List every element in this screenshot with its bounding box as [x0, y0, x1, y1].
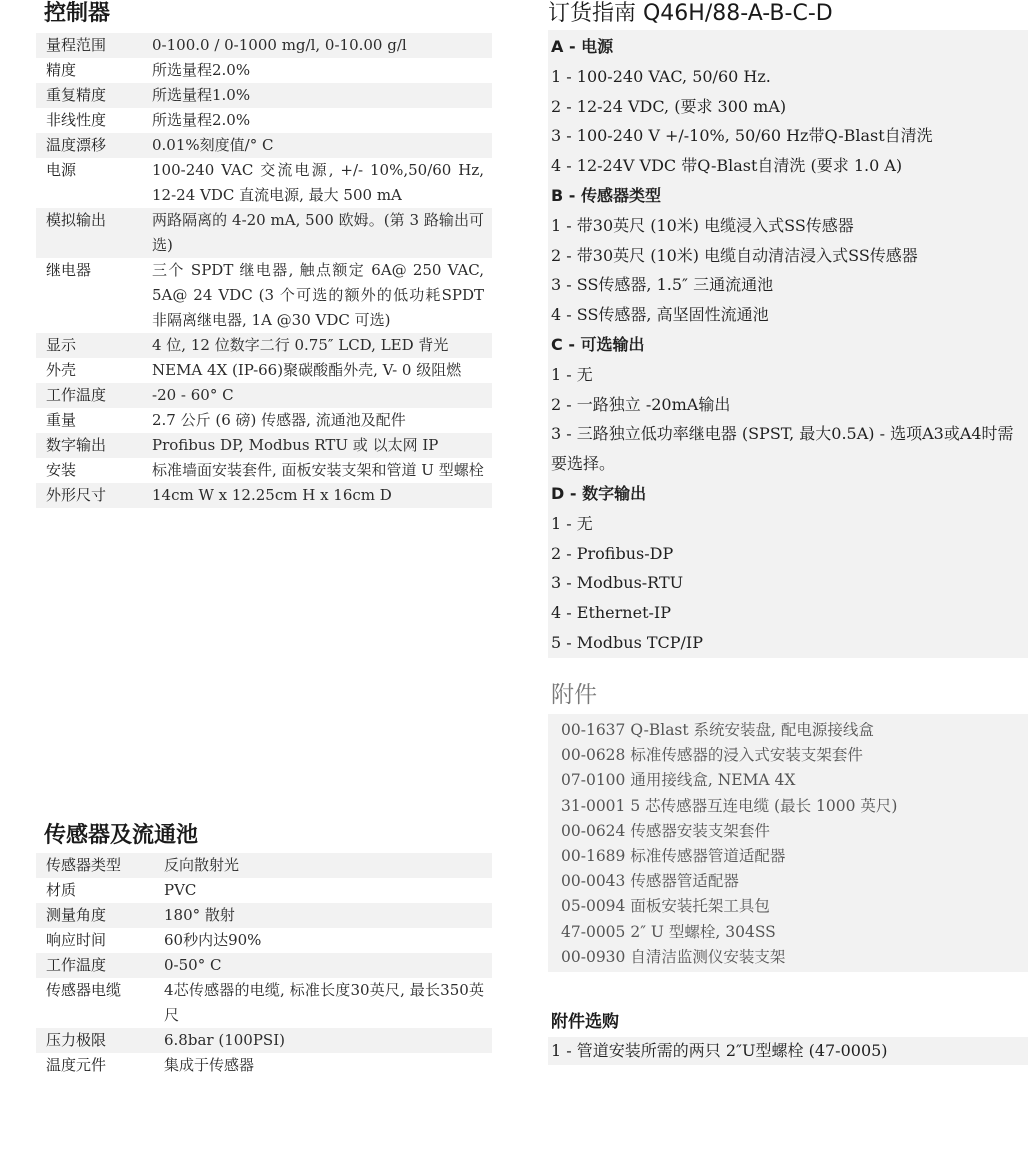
accessory-item: 07-0100 通用接线盒, NEMA 4X	[561, 771, 796, 790]
spec-label: 显示	[36, 333, 142, 358]
spec-value: 6.8bar (100PSI)	[154, 1028, 492, 1053]
spec-value: 三个 SPDT 继电器, 触点额定 6A@ 250 VAC, 5A@ 24 VDC (3 个可选的额外的低功耗SPDT 非隔离继电器, 1A @30 VDC 可选)	[152, 261, 484, 329]
order-option: 1 - 无	[551, 364, 593, 384]
accessory-item: 00-0930 自清洁监测仪安装支架	[561, 947, 786, 966]
order-option: 1 - 带30英尺 (10米) 电缆浸入式SS传感器	[551, 215, 854, 235]
order-option: 4 - 12-24V VDC 带Q-Blast自清洗 (要求 1.0 A)	[551, 156, 903, 176]
order-option: 3 - SS传感器, 1.5″ 三通流通池	[551, 275, 774, 295]
spec-row	[36, 928, 492, 953]
spec-value: 2.7 公斤 (6 磅) 传感器, 流通池及配件	[152, 411, 406, 429]
spec-value: PVC	[164, 881, 197, 899]
accessory-item: 31-0001 5 芯传感器互连电缆 (最长 1000 英尺)	[561, 796, 898, 815]
spec-value: 标准墙面安装套件, 面板安装支架和管道 U 型螺栓	[152, 461, 484, 479]
spec-value: NEMA 4X (IP-66)聚碳酸酯外壳, V- 0 级阻燃	[152, 361, 462, 379]
spec-row	[36, 133, 492, 158]
spec-value: 所选量程1.0%	[142, 83, 492, 108]
spec-value: 100-240 VAC 交流电源, +/- 10%,50/60 Hz, 12-24 VDC 直流电源, 最大 500 mA	[152, 161, 484, 204]
spec-value: 两路隔离的 4-20 mA, 500 欧姆。(第 3 路输出可选)	[142, 208, 492, 258]
order-option: 2 - 12-24 VDC, (要求 300 mA)	[551, 96, 787, 116]
spec-row	[36, 1053, 492, 1078]
spec-row	[36, 433, 492, 458]
spec-value: 所选量程2.0%	[152, 61, 251, 79]
spec-value: 集成于传感器	[164, 1056, 255, 1074]
spec-value: 14cm W x 12.25cm H x 16cm D	[142, 483, 492, 508]
spec-value: Profibus DP, Modbus RTU 或 以太网 IP	[142, 433, 492, 458]
spec-label: 压力极限	[36, 1028, 154, 1053]
spec-label: 安装	[46, 461, 77, 479]
spec-label: 重复精度	[36, 83, 142, 108]
optional-accessories-title: 附件选购	[551, 1012, 619, 1032]
accessory-item: 00-1689 标准传感器管道适配器	[561, 847, 786, 866]
order-option: 2 - 一路独立 -20mA输出	[551, 394, 731, 414]
spec-label: 精度	[46, 61, 77, 79]
accessories-title: 附件	[551, 682, 597, 708]
spec-label: 电源	[46, 161, 77, 179]
optional-accessories-list	[548, 1037, 1028, 1065]
accessory-item: 00-0043 传感器管适配器	[561, 872, 739, 891]
spec-label: 外形尺寸	[36, 483, 142, 508]
spec-value: 4芯传感器的电缆, 标准长度30英尺, 最长350英尺	[164, 981, 484, 1024]
order-section-heading: B - 传感器类型	[551, 185, 661, 205]
spec-value: -20 - 60° C	[142, 383, 492, 408]
accessory-item: 47-0005 2″ U 型螺栓, 304SS	[561, 922, 776, 941]
spec-label: 温度漂移	[36, 133, 142, 158]
order-section-heading: D - 数字输出	[551, 483, 647, 503]
spec-label: 非线性度	[46, 111, 107, 129]
order-section-heading: C - 可选输出	[551, 334, 645, 354]
accessory-item: 05-0094 面板安装托架工具包	[561, 897, 770, 916]
order-guide-title: 订货指南 Q46H/88-A-B-C-D	[548, 1, 833, 26]
spec-label: 测量角度	[36, 903, 154, 928]
spec-label: 工作温度	[36, 383, 142, 408]
spec-row	[36, 108, 492, 133]
order-option: 4 - Ethernet-IP	[551, 603, 671, 623]
spec-label: 继电器	[46, 261, 92, 279]
spec-label: 外壳	[46, 361, 77, 379]
spec-label: 材质	[46, 881, 77, 899]
spec-row	[36, 333, 492, 358]
spec-label: 工作温度	[36, 953, 154, 978]
accessory-item: 00-0624 传感器安装支架套件	[561, 821, 770, 840]
spec-row	[36, 458, 492, 483]
spec-row	[36, 358, 492, 383]
spec-row	[36, 83, 492, 108]
spec-label: 温度元件	[46, 1056, 107, 1074]
spec-row	[36, 483, 492, 508]
spec-row	[36, 878, 492, 903]
controller-spec-table	[36, 33, 492, 508]
order-option: 2 - Profibus-DP	[551, 543, 674, 563]
accessory-item: 00-0628 标准传感器的浸入式安装支架套件	[561, 746, 863, 765]
spec-value: 所选量程2.0%	[152, 111, 251, 129]
spec-label: 数字输出	[36, 433, 142, 458]
accessory-item: 00-1637 Q-Blast 系统安装盘, 配电源接线盒	[561, 721, 874, 739]
controller-title: 控制器	[44, 1, 111, 26]
spec-label: 传感器电缆	[46, 981, 122, 999]
spec-row	[36, 58, 492, 83]
spec-value: 60秒内达90%	[164, 931, 262, 949]
order-option: 1 - 无	[551, 513, 593, 533]
order-option: 2 - 带30英尺 (10米) 电缆自动清洁浸入式SS传感器	[551, 245, 918, 265]
order-option: 4 - SS传感器, 高坚固性流通池	[551, 305, 769, 325]
spec-value: 0-50° C	[154, 953, 492, 978]
order-section-heading: A - 电源	[551, 37, 614, 56]
spec-row	[36, 158, 492, 208]
spec-value: 0-100.0 / 0-1000 mg/l, 0-10.00 g/l	[142, 33, 492, 58]
spec-row	[36, 953, 492, 978]
spec-row	[36, 853, 492, 878]
spec-row	[36, 258, 492, 333]
spec-row	[36, 903, 492, 928]
spec-value: 4 位, 12 位数字二行 0.75″ LCD, LED 背光	[142, 333, 492, 358]
order-option: 3 - 三路独立低功率继电器 (SPST, 最大0.5A) - 选项A3或A4时需要选择。	[551, 424, 1014, 474]
optional-accessory-item: 1 - 管道安装所需的两只 2″U型螺栓 (47-0005)	[551, 1041, 888, 1060]
spec-value: 180° 散射	[154, 903, 492, 928]
spec-label: 响应时间	[46, 931, 107, 949]
spec-row	[36, 978, 492, 1028]
order-option: 3 - Modbus-RTU	[551, 573, 684, 593]
spec-label: 重量	[46, 411, 77, 429]
order-guide	[548, 0, 1028, 658]
spec-label: 传感器类型	[36, 853, 154, 878]
spec-row	[36, 408, 492, 433]
spec-row	[36, 1028, 492, 1053]
order-option: 1 - 100-240 VAC, 50/60 Hz.	[551, 66, 771, 86]
spec-row	[36, 208, 492, 258]
order-option: 5 - Modbus TCP/IP	[551, 632, 704, 652]
spec-label: 模拟输出	[36, 208, 142, 258]
sensor-spec-table	[36, 853, 492, 1078]
spec-value: 0.01%刻度值/° C	[142, 133, 492, 158]
spec-row	[36, 33, 492, 58]
spec-value: 反向散射光	[154, 853, 492, 878]
spec-label: 量程范围	[36, 33, 142, 58]
order-option: 3 - 100-240 V +/-10%, 50/60 Hz带Q-Blast自清洗	[551, 126, 933, 146]
spec-row	[36, 383, 492, 408]
sensor-title: 传感器及流通池	[44, 823, 199, 848]
accessories-list	[548, 714, 1028, 972]
order-guide-list	[548, 30, 1028, 658]
